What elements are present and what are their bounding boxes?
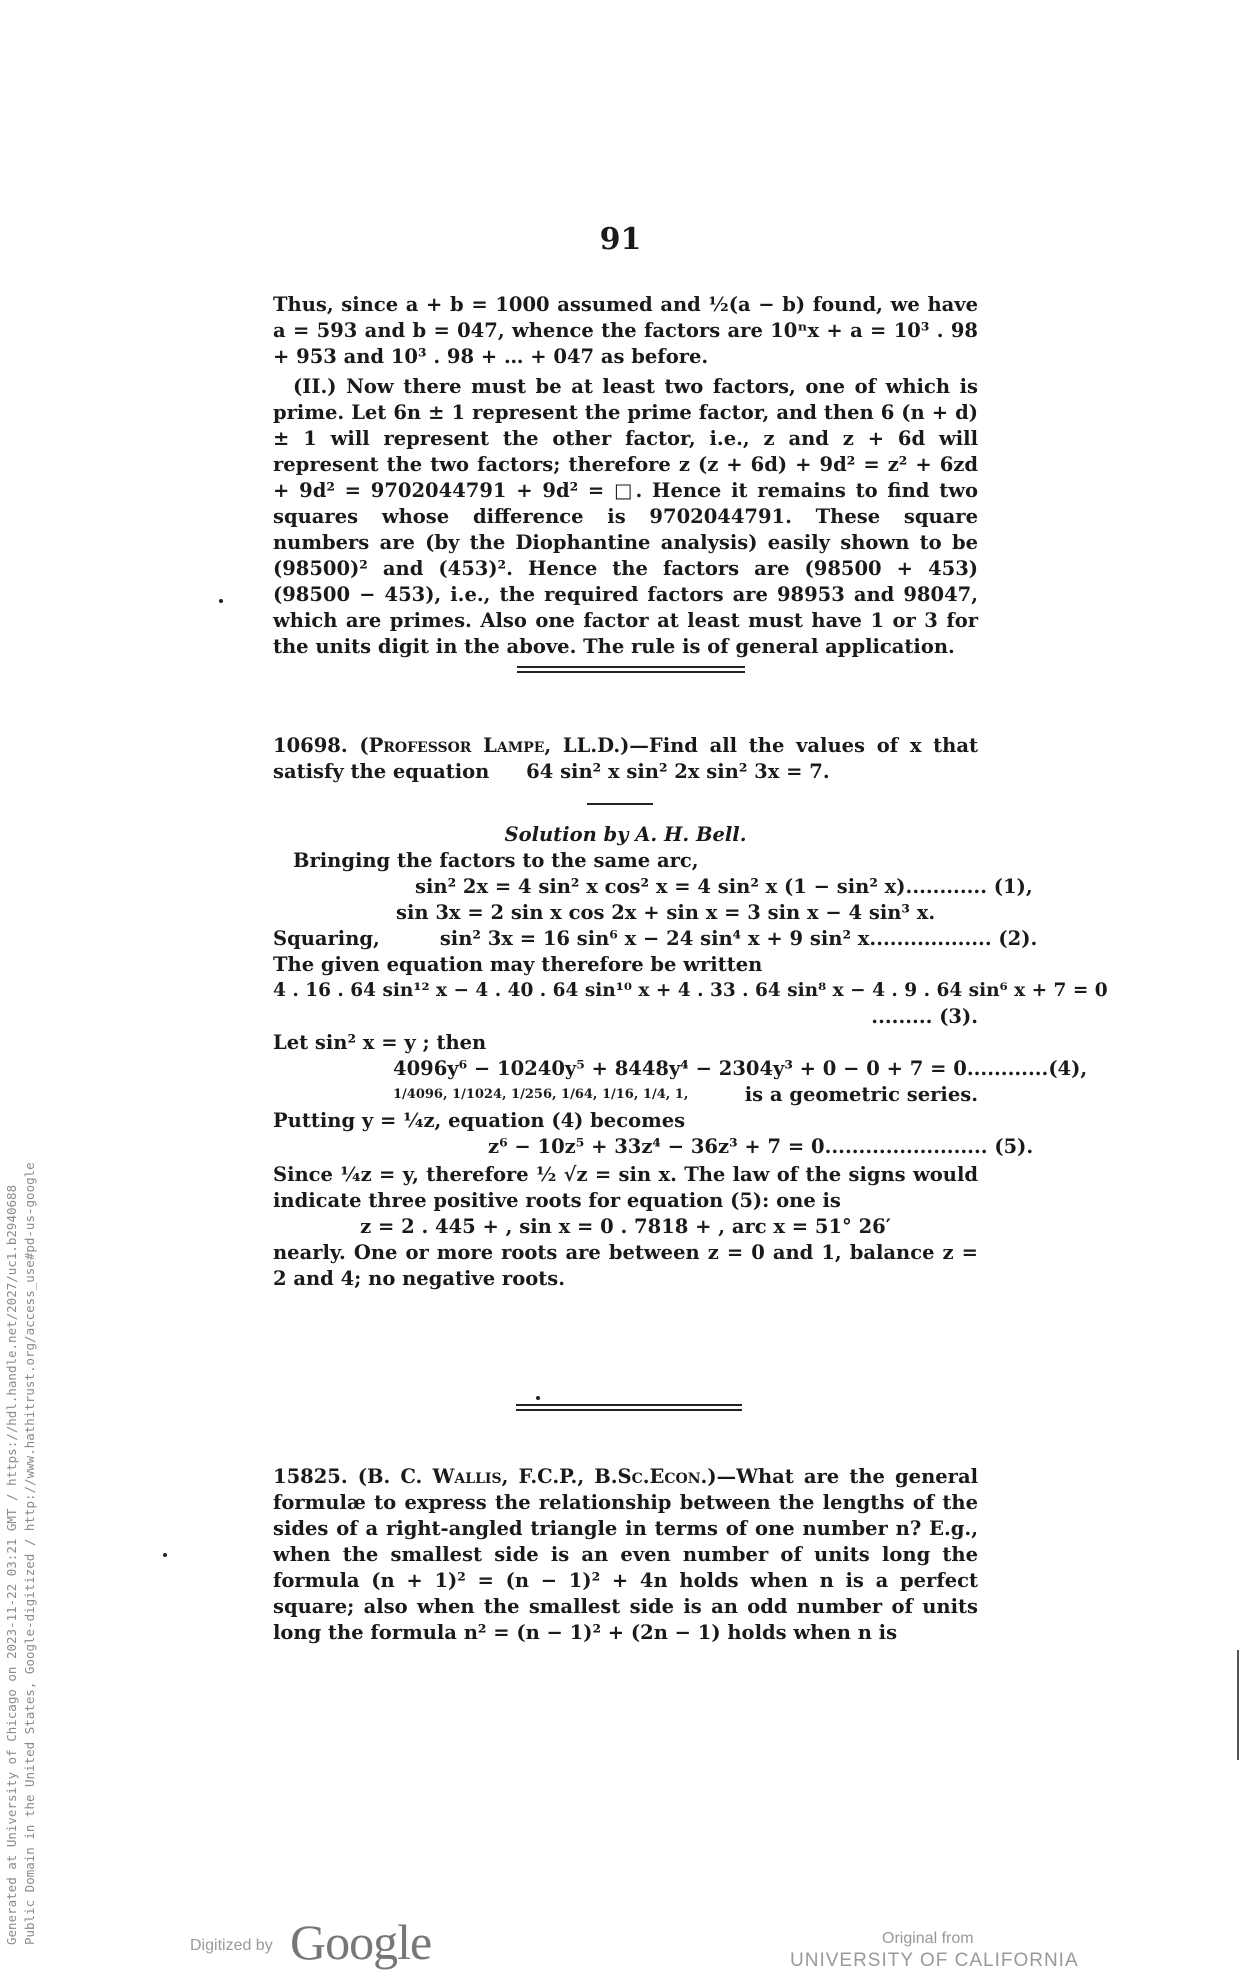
side-watermark	[0, 0, 60, 1975]
watermark-line-2: Public Domain in the United States, Google-digitized / http://www.hathitrust.org/access_use#pd-us-google	[22, 1162, 37, 1945]
equation-2	[273, 926, 1038, 952]
since-text: Since ¼z = y, therefore ½ √z = sin x. The law of the signs would indicate three positive roots for equation (5): one is	[273, 1163, 978, 1212]
equation-1b: sin 3x = 2 sin x cos 2x + sin x = 3 sin x − 4 sin³ x.	[396, 901, 936, 924]
equation-2-body: Squaring, sin² 3x = 16 sin⁶ x − 24 sin⁴ x + 9 sin² x	[273, 927, 870, 950]
problem-statement	[273, 733, 978, 785]
root-line: z = 2 . 445 + , sin x = 0 . 7818 + , arc x = 51° 26′	[360, 1215, 891, 1238]
equation-5	[273, 1134, 1034, 1160]
short-rule	[587, 803, 653, 805]
problem-number: 10698.	[273, 734, 348, 757]
equation-5-tag: ........................ (5).	[824, 1135, 1034, 1158]
section-divider-2	[516, 1404, 742, 1411]
solution-heading: Solution by A. H. Bell.	[504, 823, 747, 846]
putting-text: Putting y = ¼z, equation (4) becomes	[273, 1109, 686, 1132]
equation-4-body: 4096y⁶ − 10240y⁵ + 8448y⁴ − 2304y³ + 0 − 0 + 7 = 0	[393, 1057, 967, 1080]
digitized-by-label: Digitized by	[190, 1937, 273, 1954]
solution-10698	[273, 822, 1108, 1292]
solution-intro: Bringing the factors to the same arc,	[293, 849, 699, 872]
paragraph-ii: (II.) Now there must be at least two factors, one of which is prime. Let 6n ± 1 represent the prime factor, and then 6 (n + d) ± 1 will represent the other factor, i.e., z and z + 6d will represent the two factors; therefore z (z + 6d) + 9d² = z² + 6zd + 9d² = 9702044791 + 9d² = □. Hence it remains to find two squares whose difference is 9702044791. These square numbers are (by the Diophantine analysis) easily shown to be (98500)² and (453)². Hence the factors are (98500 + 453) (98500 − 453), i.e., the required factors are 98953 and 98047, which are primes. Also one factor at least must have 1 or 3 for the units digit in the above. The rule is of general application.	[273, 375, 978, 658]
equation-3-tag: ......... (3).	[871, 1005, 978, 1028]
geometric-series	[273, 1082, 978, 1108]
ink-dot	[536, 1396, 540, 1400]
equation-2-tag: .................. (2).	[869, 927, 1038, 950]
given-text: The given equation may therefore be written	[273, 953, 763, 976]
equation-3: 4 . 16 . 64 sin¹² x − 4 . 40 . 64 sin¹⁰ x + 4 . 33 . 64 sin⁸ x − 4 . 9 . 64 sin⁶ x + 7 = 0	[273, 980, 1108, 1001]
closing-text: nearly. One or more roots are between z = 0 and 1, balance z = 2 and 4; no negative roots.	[273, 1241, 978, 1290]
equation-4-tag: ............(4),	[966, 1057, 1088, 1080]
problem-15825-text: —What are the general formulæ to express the relationship between the lengths of the sides of a right-angled triangle in terms of one number n? E.g., when the smallest side is an even number of units long the formula (n + 1)² = (n − 1)² + 4n holds when n is a perfect square; also when the smallest side is an odd number of units long the formula n² = (n − 1)² + (2n − 1) holds when n is	[273, 1465, 978, 1644]
page-number: 91	[599, 222, 642, 257]
problem-15825	[273, 1464, 978, 1646]
problem-15825-number: 15825.	[273, 1465, 348, 1488]
section-divider	[517, 666, 745, 673]
let-text: Let sin² x = y ; then	[273, 1031, 487, 1054]
problem-15825-author: (B. C. Wallis, F.C.P., B.Sc.Econ.)	[357, 1465, 717, 1488]
equation-5-body: z⁶ − 10z⁵ + 33z⁴ − 36z³ + 7 = 0	[488, 1135, 825, 1158]
equation-4	[273, 1056, 1088, 1082]
watermark-line-1: Generated at University of Chicago on 2023-11-22 03:21 GMT / https://hdl.handle.net/2027/uc1.b2940688	[4, 1184, 19, 1945]
problem-equation: 64 sin² x sin² 2x sin² 3x = 7.	[526, 760, 830, 783]
continuation-block	[273, 292, 978, 660]
original-from-label: Original from	[882, 1930, 974, 1947]
stray-dot	[219, 599, 223, 603]
problem-author: (Professor Lampe, LL.D.)	[359, 734, 630, 757]
problem-15825-statement	[273, 1464, 978, 1646]
page-edge-mark	[1237, 1650, 1239, 1760]
equation-1	[273, 874, 1033, 900]
equation-1-body: sin² 2x = 4 sin² x cos² x = 4 sin² x (1 − sin² x)	[415, 875, 906, 898]
paragraph-thus: Thus, since a + b = 1000 assumed and ½(a − b) found, we have a = 593 and b = 047, whence the factors are 10ⁿx + a = 10³ . 98 + 953 and 10³ . 98 + … + 047 as before.	[273, 293, 978, 368]
problem-text: —Find all the values of x that satisfy the equation	[273, 734, 979, 783]
google-logo: Google	[290, 1914, 432, 1970]
university-label: UNIVERSITY OF CALIFORNIA	[790, 1950, 1079, 1971]
problem-10698	[273, 733, 978, 785]
series-text: is a geometric series.	[744, 1083, 978, 1106]
stray-dot	[163, 1553, 167, 1557]
equation-1-tag: ............ (1),	[905, 875, 1033, 898]
series-values: 1/4096, 1/1024, 1/256, 1/64, 1/16, 1/4, 1,	[393, 1087, 689, 1102]
